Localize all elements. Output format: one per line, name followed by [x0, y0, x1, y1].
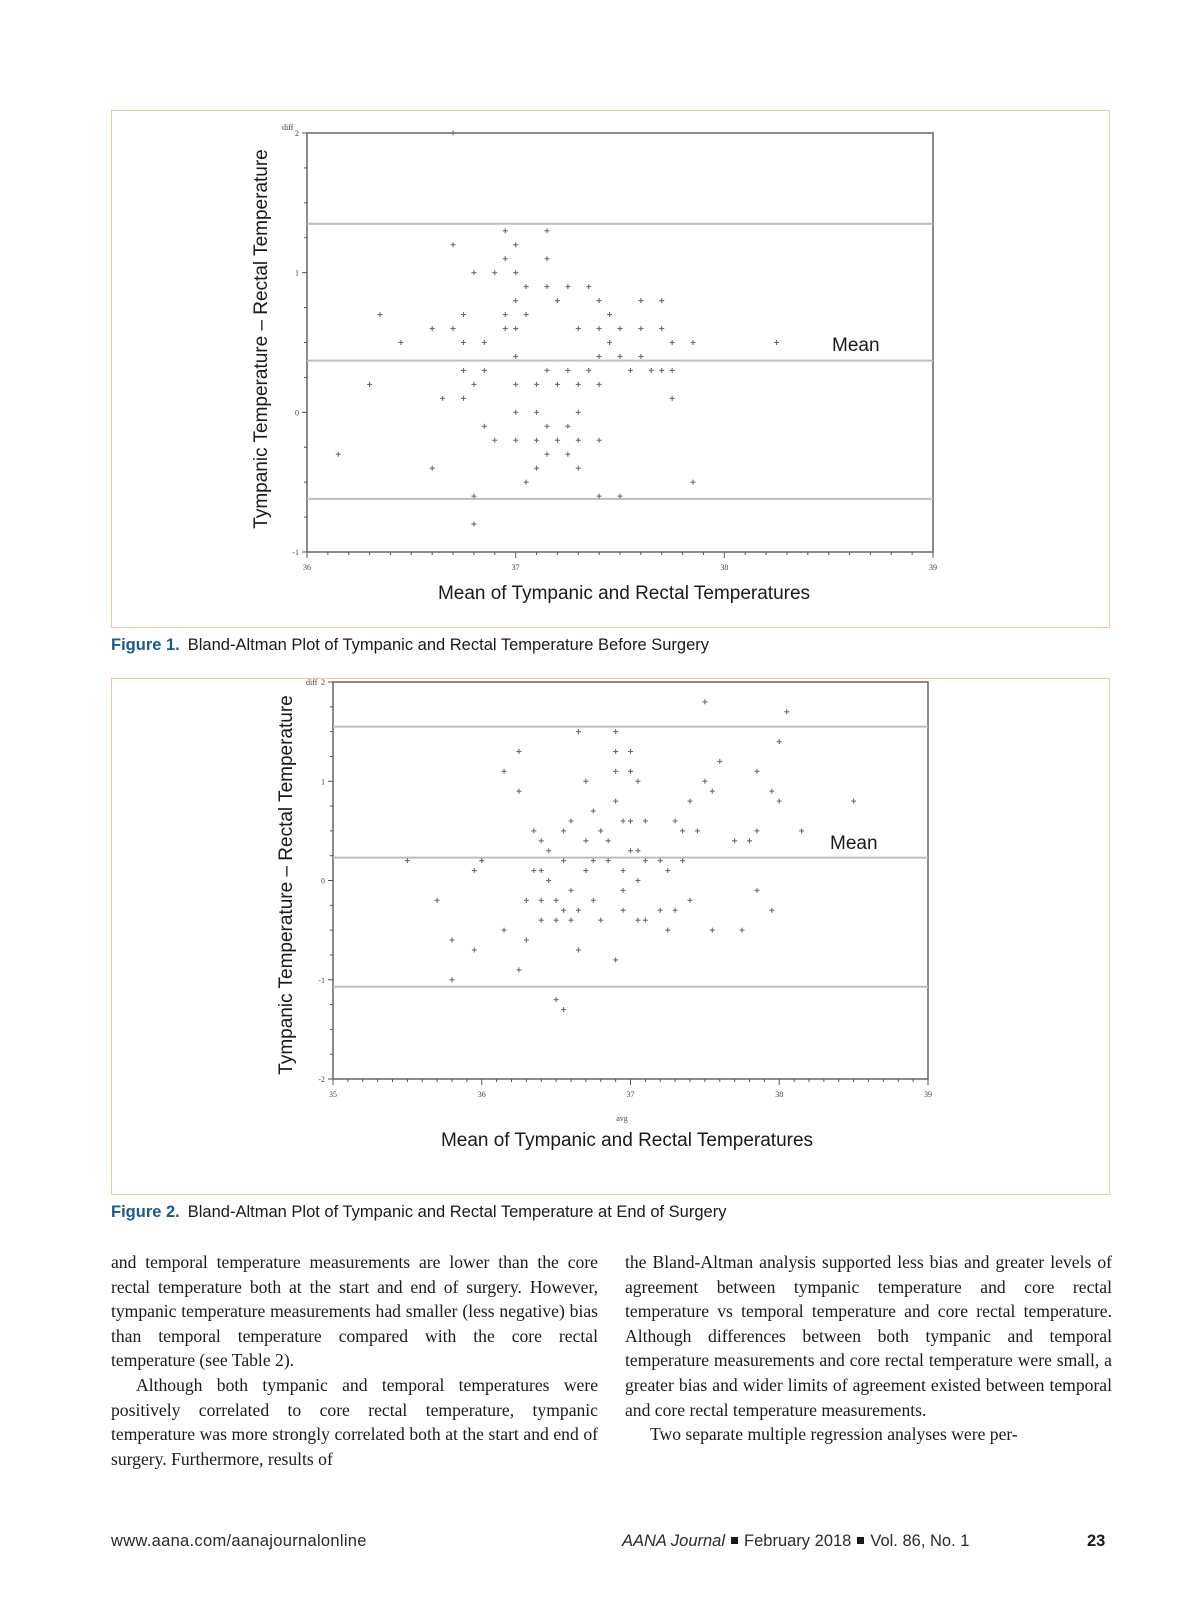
- data-point: [665, 928, 670, 933]
- data-point: [565, 452, 570, 457]
- data-point: [670, 396, 675, 401]
- data-point: [555, 438, 560, 443]
- data-point: [774, 340, 779, 345]
- data-point: [576, 438, 581, 443]
- data-point: [534, 382, 539, 387]
- data-point: [554, 997, 559, 1002]
- data-point: [613, 729, 618, 734]
- data-point: [658, 908, 663, 913]
- footer-journal-info: [622, 1532, 969, 1551]
- data-point: [673, 818, 678, 823]
- data-point: [534, 466, 539, 471]
- data-point: [461, 368, 466, 373]
- data-point: [754, 888, 759, 893]
- data-point: [544, 284, 549, 289]
- y-tick-label: 2: [321, 679, 325, 687]
- figure-2-caption: [111, 1203, 726, 1222]
- data-point: [799, 828, 804, 833]
- data-point: [586, 284, 591, 289]
- data-point: [544, 368, 549, 373]
- data-point: [638, 354, 643, 359]
- data-point: [492, 270, 497, 275]
- data-point: [576, 326, 581, 331]
- data-point: [597, 298, 602, 303]
- data-point: [513, 298, 518, 303]
- figure-2-chart: [112, 679, 1109, 1194]
- x-tick-label: 38: [775, 1090, 784, 1099]
- data-point: [618, 354, 623, 359]
- figure-1-frame: [111, 110, 1110, 628]
- data-point: [561, 828, 566, 833]
- data-point: [546, 878, 551, 883]
- data-point: [440, 396, 445, 401]
- data-point: [754, 769, 759, 774]
- data-point: [524, 312, 529, 317]
- data-point: [670, 340, 675, 345]
- data-point: [576, 466, 581, 471]
- y-tick-label: 2: [295, 129, 299, 138]
- data-point: [673, 908, 678, 913]
- y-tick-label: -1: [292, 548, 299, 557]
- data-point: [635, 779, 640, 784]
- data-point: [710, 789, 715, 794]
- data-point: [635, 878, 640, 883]
- data-point: [565, 368, 570, 373]
- figure-2-frame: [111, 678, 1110, 1195]
- figure-2-x-axis-name: avg: [616, 1114, 628, 1123]
- data-point: [482, 424, 487, 429]
- data-point: [544, 256, 549, 261]
- data-point: [597, 494, 602, 499]
- y-tick-label: 1: [295, 268, 299, 278]
- data-point: [513, 270, 518, 275]
- data-point: [688, 799, 693, 804]
- figure-1-xlabel: Mean of Tympanic and Rectal Temperatures: [437, 583, 811, 604]
- data-point: [597, 438, 602, 443]
- figure-2-caption-text: Bland-Altman Plot of Tympanic and Rectal Temperature at End of Surgery: [187, 1203, 727, 1221]
- data-point: [367, 382, 372, 387]
- x-tick-label: 39: [924, 1090, 932, 1099]
- data-point: [546, 848, 551, 853]
- bullet-square-icon: [857, 1537, 864, 1544]
- data-point: [516, 749, 521, 754]
- figure-1-ylabel: Tympanic Temperature – Rectal Temperature: [251, 149, 272, 529]
- data-point: [503, 326, 508, 331]
- data-point: [451, 326, 456, 331]
- data-point: [503, 312, 508, 317]
- data-point: [576, 410, 581, 415]
- data-point: [591, 809, 596, 814]
- data-point: [638, 326, 643, 331]
- data-point: [777, 739, 782, 744]
- data-point: [732, 838, 737, 843]
- body-paragraph: Two separate multiple regression analyses were per-: [650, 1424, 1018, 1445]
- data-point: [621, 908, 626, 913]
- data-point: [555, 298, 560, 303]
- data-point: [430, 466, 435, 471]
- data-point: [606, 858, 611, 863]
- data-point: [688, 898, 693, 903]
- data-point: [565, 284, 570, 289]
- data-point: [618, 494, 623, 499]
- body-paragraph: and temporal temperature measurements are lower than the core rectal temperature both at the start and end of surgery. However, tympanic temperature measurements had smaller (less negative) bias than temporal temperature compared with the core rectal temperature (see Table 2).: [111, 1252, 598, 1371]
- data-point: [613, 749, 618, 754]
- data-point: [569, 818, 574, 823]
- data-point: [607, 340, 612, 345]
- data-point: [628, 749, 633, 754]
- data-point: [851, 799, 856, 804]
- x-tick-label: 35: [329, 1090, 337, 1099]
- data-point: [561, 908, 566, 913]
- x-tick-label: 39: [929, 563, 937, 572]
- data-point: [643, 858, 648, 863]
- data-point: [680, 828, 685, 833]
- data-point: [628, 769, 633, 774]
- data-point: [583, 838, 588, 843]
- footer-journal-name: AANA Journal: [622, 1532, 726, 1550]
- x-tick-label: 37: [511, 563, 520, 572]
- footer-url: www.aana.com/aanajournalonline: [111, 1532, 367, 1550]
- data-point: [554, 898, 559, 903]
- figure-2-caption-number: Figure 2.: [111, 1203, 180, 1221]
- data-point: [583, 868, 588, 873]
- data-point: [576, 729, 581, 734]
- data-point: [613, 799, 618, 804]
- data-point: [769, 908, 774, 913]
- data-point: [513, 438, 518, 443]
- x-tick-label: 36: [303, 563, 311, 572]
- data-point: [598, 828, 603, 833]
- figure-2-mean-label: Mean: [830, 833, 878, 854]
- data-point: [471, 382, 476, 387]
- data-point: [621, 818, 626, 823]
- data-point: [471, 270, 476, 275]
- footer-issue-date: February 2018: [744, 1532, 852, 1550]
- data-point: [691, 340, 696, 345]
- data-point: [482, 340, 487, 345]
- data-point: [513, 326, 518, 331]
- data-point: [659, 368, 664, 373]
- data-point: [430, 326, 435, 331]
- body-paragraph: Although both tympanic and temporal temperatures were positively correlated to core rectal temperature, tympanic temperature was more strongly correlated both at the start and end of surgery. Furthermore, results of: [111, 1374, 598, 1469]
- bullet-square-icon: [731, 1537, 738, 1544]
- data-point: [539, 868, 544, 873]
- data-point: [606, 838, 611, 843]
- data-point: [643, 818, 648, 823]
- data-point: [754, 828, 759, 833]
- figure-1-mean-label: Mean: [832, 335, 880, 356]
- data-point: [524, 480, 529, 485]
- data-point: [565, 424, 570, 429]
- figure-2-ylabel: Tympanic Temperature – Rectal Temperature: [276, 695, 297, 1075]
- data-point: [513, 354, 518, 359]
- page-number: 23: [1087, 1532, 1106, 1550]
- data-point: [586, 368, 591, 373]
- data-point: [607, 312, 612, 317]
- data-point: [569, 918, 574, 923]
- data-point: [516, 967, 521, 972]
- data-point: [513, 242, 518, 247]
- data-point: [531, 868, 536, 873]
- data-point: [576, 382, 581, 387]
- data-point: [561, 1007, 566, 1012]
- data-point: [638, 298, 643, 303]
- data-point: [539, 838, 544, 843]
- data-point: [503, 256, 508, 261]
- data-point: [531, 828, 536, 833]
- x-tick-label: 38: [720, 563, 729, 572]
- data-point: [576, 947, 581, 952]
- data-point: [598, 918, 603, 923]
- data-point: [479, 858, 484, 863]
- data-point: [450, 977, 455, 982]
- data-point: [659, 326, 664, 331]
- data-point: [534, 410, 539, 415]
- data-point: [628, 818, 633, 823]
- data-point: [665, 868, 670, 873]
- data-point: [398, 340, 403, 345]
- data-point: [613, 769, 618, 774]
- data-point: [513, 382, 518, 387]
- data-point: [503, 228, 508, 233]
- data-point: [539, 898, 544, 903]
- data-point: [524, 284, 529, 289]
- y-tick-label: -1: [318, 975, 325, 985]
- data-point: [618, 326, 623, 331]
- data-point: [702, 699, 707, 704]
- data-point: [524, 898, 529, 903]
- data-point: [643, 918, 648, 923]
- data-point: [621, 868, 626, 873]
- y-tick-label: 1: [321, 777, 325, 787]
- data-point: [435, 898, 440, 903]
- data-point: [691, 480, 696, 485]
- data-point: [472, 868, 477, 873]
- data-point: [471, 522, 476, 527]
- data-point: [659, 298, 664, 303]
- figure-1-y-axis-name: diff: [282, 123, 294, 132]
- figure-2-y-axis-name: diff: [306, 679, 318, 687]
- data-point: [717, 759, 722, 764]
- figure-2-plot-area: [333, 682, 928, 1079]
- data-point: [670, 368, 675, 373]
- data-point: [561, 858, 566, 863]
- data-point: [539, 918, 544, 923]
- data-point: [621, 888, 626, 893]
- body-paragraph: the Bland-Altman analysis supported less bias and greater levels of agreement between tympanic temperature and core rectal temperature vs temporal temperature and core rectal temperature. Although differences between both tympanic and temporal temperature measurements and core rectal temperature were small, a greater bias and wider limits of agreement existed between temporal and core rectal temperature measurements.: [625, 1252, 1112, 1420]
- data-point: [591, 858, 596, 863]
- figure-1-caption: [111, 636, 709, 655]
- figure-1-caption-text: Bland-Altman Plot of Tympanic and Rectal Temperature Before Surgery: [187, 636, 710, 654]
- data-point: [544, 452, 549, 457]
- data-point: [591, 898, 596, 903]
- figure-2-xlabel: Mean of Tympanic and Rectal Temperatures: [440, 1130, 814, 1151]
- data-point: [461, 396, 466, 401]
- data-point: [502, 769, 507, 774]
- data-point: [680, 858, 685, 863]
- data-point: [740, 928, 745, 933]
- y-tick-label: 0: [295, 408, 299, 418]
- data-point: [461, 340, 466, 345]
- data-point: [451, 131, 456, 136]
- data-point: [451, 242, 456, 247]
- data-point: [336, 452, 341, 457]
- data-point: [628, 368, 633, 373]
- data-point: [784, 709, 789, 714]
- data-point: [482, 368, 487, 373]
- data-point: [516, 789, 521, 794]
- data-point: [702, 779, 707, 784]
- data-point: [405, 858, 410, 863]
- data-point: [524, 938, 529, 943]
- data-point: [710, 928, 715, 933]
- data-point: [502, 928, 507, 933]
- data-point: [378, 312, 383, 317]
- data-point: [461, 312, 466, 317]
- data-point: [777, 799, 782, 804]
- data-point: [513, 410, 518, 415]
- y-tick-label: 0: [321, 876, 325, 886]
- data-point: [576, 908, 581, 913]
- figure-1-caption-number: Figure 1.: [111, 636, 180, 654]
- data-point: [695, 828, 700, 833]
- data-point: [597, 354, 602, 359]
- data-point: [597, 326, 602, 331]
- data-point: [747, 838, 752, 843]
- x-tick-label: 37: [626, 1090, 635, 1099]
- data-point: [554, 918, 559, 923]
- data-point: [555, 382, 560, 387]
- data-point: [544, 228, 549, 233]
- body-column-right: [625, 1250, 1112, 1447]
- data-point: [769, 789, 774, 794]
- data-point: [613, 957, 618, 962]
- y-tick-label: -2: [318, 1075, 325, 1084]
- data-point: [544, 424, 549, 429]
- data-point: [471, 494, 476, 499]
- data-point: [492, 438, 497, 443]
- data-point: [450, 938, 455, 943]
- footer-volume: Vol. 86, No. 1: [870, 1532, 970, 1550]
- x-tick-label: 36: [477, 1090, 486, 1099]
- data-point: [635, 848, 640, 853]
- data-point: [472, 947, 477, 952]
- data-point: [583, 779, 588, 784]
- data-point: [649, 368, 654, 373]
- data-point: [569, 888, 574, 893]
- data-point: [597, 382, 602, 387]
- data-point: [534, 438, 539, 443]
- data-point: [628, 848, 633, 853]
- figure-1-chart: [112, 111, 1109, 627]
- body-column-left: [111, 1250, 598, 1471]
- data-point: [635, 918, 640, 923]
- data-point: [658, 858, 663, 863]
